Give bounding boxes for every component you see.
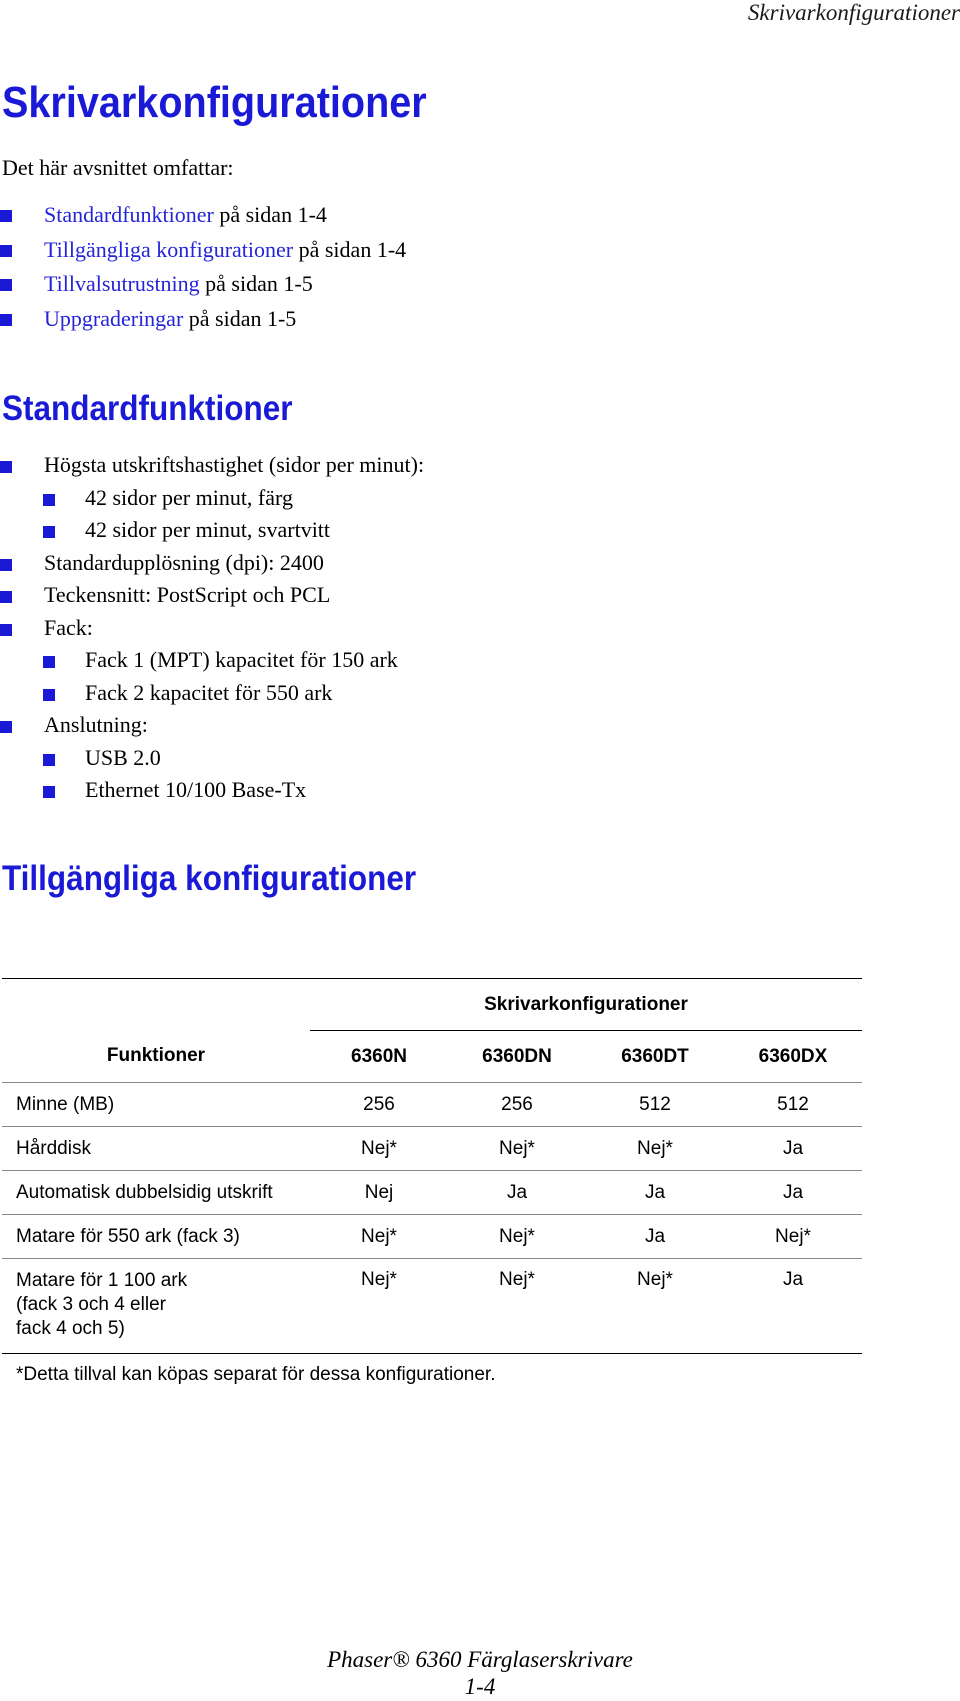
value-cell: 512 <box>586 1083 724 1127</box>
section-heading-standardfunktioner: Standardfunktioner <box>2 389 293 428</box>
table-row <box>2 1259 862 1354</box>
value-cell: Nej* <box>724 1215 862 1259</box>
table-row <box>2 1171 862 1215</box>
sub-item <box>0 774 424 807</box>
value-cell: Ja <box>448 1171 586 1215</box>
toc-link-standardfunktioner[interactable]: Standardfunktioner <box>44 202 214 227</box>
standard-features-list <box>0 449 424 807</box>
sub-item-text: 42 sidor per minut, svartvitt <box>85 517 331 542</box>
square-bullet-icon <box>43 656 55 668</box>
column-header-funktioner: Funktioner <box>2 1031 310 1083</box>
section-heading-tillgangliga-konfigurationer: Tillgängliga konfigurationer <box>2 859 417 898</box>
page-title: Skrivarkonfigurationer <box>2 78 427 127</box>
feature-cell: Minne (MB) <box>2 1083 310 1127</box>
square-bullet-icon <box>0 279 12 291</box>
feature-item <box>0 579 424 612</box>
feature-text: Fack: <box>44 614 93 640</box>
footer-product-name: Phaser® 6360 Färglaserskrivare <box>327 1647 633 1672</box>
toc-link-tillvalsutrustning[interactable]: Tillvalsutrustning <box>44 271 200 296</box>
sub-list <box>44 742 424 807</box>
value-cell: Nej <box>310 1171 448 1215</box>
feature-item <box>0 612 424 710</box>
sub-item <box>0 644 424 677</box>
sub-item <box>0 482 424 515</box>
square-bullet-icon <box>43 754 55 766</box>
feature-cell: Automatisk dubbelsidig utskrift <box>2 1171 310 1215</box>
value-cell: Nej* <box>448 1215 586 1259</box>
toc-link-tillgangliga-konfigurationer[interactable]: Tillgängliga konfigurationer <box>44 236 294 262</box>
square-bullet-icon <box>43 526 55 538</box>
feature-text: Teckensnitt: PostScript och PCL <box>44 582 331 607</box>
toc-item <box>0 267 406 302</box>
toc-item <box>0 198 406 233</box>
value-cell: 512 <box>724 1083 862 1127</box>
feature-text: Högsta utskriftshastighet (sidor per minut): <box>44 452 425 477</box>
table-row <box>2 1083 862 1127</box>
column-header-6360dt: 6360DT <box>586 1031 724 1083</box>
toc-page-ref: på sidan 1-5 <box>199 271 313 296</box>
sub-item <box>0 742 424 775</box>
feature-item <box>0 709 424 807</box>
toc-list <box>0 198 406 336</box>
sub-item <box>0 514 424 547</box>
table-row <box>2 1127 862 1171</box>
toc-page-ref: på sidan 1-4 <box>213 202 327 227</box>
value-cell: Nej* <box>310 1259 448 1354</box>
page-footer <box>0 1647 960 1700</box>
sub-item <box>0 677 424 710</box>
square-bullet-icon <box>43 494 55 506</box>
sub-item-text: USB 2.0 <box>85 744 161 770</box>
feature-cell: Matare för 1 100 ark (fack 3 och 4 eller fack 4 och 5) <box>2 1259 310 1354</box>
footer-page-number: 1-4 <box>464 1674 496 1699</box>
sub-item-text: 42 sidor per minut, färg <box>85 484 293 510</box>
square-bullet-icon <box>0 559 12 571</box>
square-bullet-icon <box>0 314 12 326</box>
column-header-6360n: 6360N <box>310 1031 448 1083</box>
table-footnote: *Detta tillval kan köpas separat för dessa konfigurationer. <box>16 1364 496 1385</box>
sub-item-text: Fack 1 (MPT) kapacitet för 150 ark <box>85 647 398 672</box>
square-bullet-icon <box>0 245 12 257</box>
value-cell: Ja <box>586 1171 724 1215</box>
value-cell: Nej* <box>586 1259 724 1354</box>
sub-list <box>44 644 424 709</box>
value-cell: Nej* <box>586 1127 724 1171</box>
value-cell: Nej* <box>310 1127 448 1171</box>
feature-item <box>0 449 424 547</box>
value-cell: Ja <box>724 1127 862 1171</box>
table-group-header-row <box>2 979 862 1031</box>
square-bullet-icon <box>43 786 55 798</box>
square-bullet-icon <box>0 210 12 222</box>
value-cell: Ja <box>724 1171 862 1215</box>
sub-item-text: Ethernet 10/100 Base-Tx <box>85 777 307 802</box>
table-header-row <box>2 1031 862 1083</box>
feature-text: Standardupplösning (dpi): 2400 <box>44 549 324 575</box>
sub-item-text: Fack 2 kapacitet för 550 ark <box>85 679 333 705</box>
square-bullet-icon <box>43 689 55 701</box>
table-row <box>2 1215 862 1259</box>
square-bullet-icon <box>0 624 12 636</box>
feature-item <box>0 547 424 580</box>
toc-item <box>0 302 406 337</box>
value-cell: 256 <box>310 1083 448 1127</box>
value-cell: Nej* <box>448 1127 586 1171</box>
feature-cell: Matare för 550 ark (fack 3) <box>2 1215 310 1259</box>
value-cell: Nej* <box>448 1259 586 1354</box>
table-group-header: Skrivarkonfigurationer <box>310 979 862 1031</box>
feature-cell: Hårddisk <box>2 1127 310 1171</box>
square-bullet-icon <box>0 461 12 473</box>
toc-item <box>0 233 406 268</box>
table-corner-cell <box>2 979 310 1031</box>
value-cell: Nej* <box>310 1215 448 1259</box>
square-bullet-icon <box>0 721 12 733</box>
column-header-6360dn: 6360DN <box>448 1031 586 1083</box>
configuration-table <box>2 978 862 1354</box>
intro-text: Det här avsnittet omfattar: <box>2 155 234 180</box>
value-cell: Ja <box>724 1259 862 1354</box>
running-header: Skrivarkonfigurationer <box>747 0 960 25</box>
value-cell: 256 <box>448 1083 586 1127</box>
toc-page-ref: på sidan 1-4 <box>293 236 407 262</box>
feature-text: Anslutning: <box>44 712 148 737</box>
sub-list <box>44 482 424 547</box>
toc-page-ref: på sidan 1-5 <box>183 305 297 331</box>
value-cell: Ja <box>586 1215 724 1259</box>
column-header-6360dx: 6360DX <box>724 1031 862 1083</box>
square-bullet-icon <box>0 591 12 603</box>
toc-link-uppgraderingar[interactable]: Uppgraderingar <box>44 305 184 331</box>
